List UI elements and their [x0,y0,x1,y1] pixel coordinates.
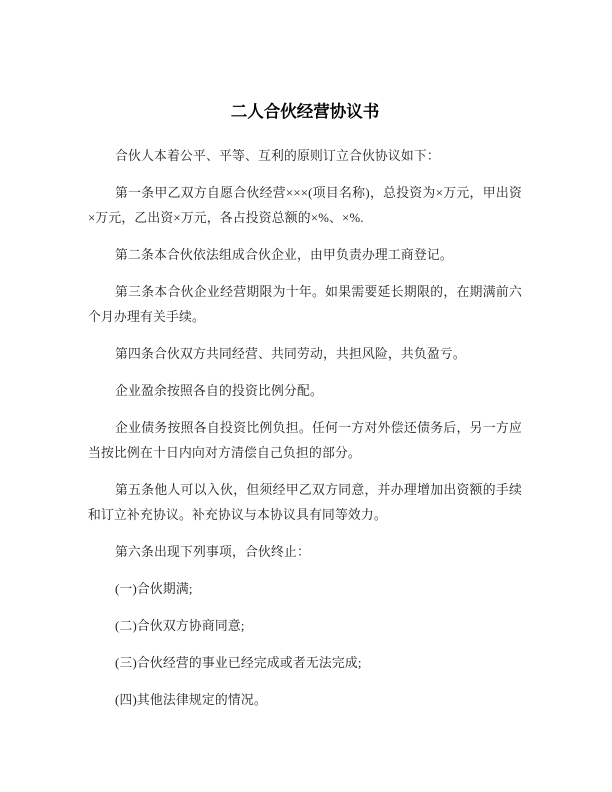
paragraph-clause-3: 第三条本合伙企业经营期限为十年。如果需要延长期限的，在期满前六个月办理有关手续。 [88,285,522,324]
paragraph-clause-6: 第六条出现下列事项，合伙终止： [115,545,310,559]
document-title: 二人合伙经营协议书 [230,102,380,121]
paragraph-clause-4: 第四条合伙双方共同经营、共同劳动，共担风险，共负盈亏。 [115,347,466,361]
paragraph-clause-6-item-4: (四)其他法律规定的情况。 [115,693,267,707]
paragraph-preamble: 合伙人本着公平、平等、互利的原则订立合伙协议如下： [115,149,440,163]
paragraph-clause-6-item-2: (二)合伙双方协商同意; [115,619,245,633]
paragraph-clause-6-item-1: (一)合伙期满; [115,582,193,596]
paragraph-clause-2: 第二条本合伙依法组成合伙企业，由甲负责办理工商登记。 [115,248,453,262]
paragraph-clause-6-item-3: (三)合伙经营的事业已经完成或者无法完成; [115,656,362,670]
paragraph-clause-5: 第五条他人可以入伙，但须经甲乙双方同意，并办理增加出资额的手续和订立补充协议。补充协议与本协议具有同等效力。 [88,483,522,522]
paragraph-debt-share: 企业债务按照各自投资比例负担。任何一方对外偿还债务后，另一方应当按比例在十日内向对方清偿自己负担的部分。 [88,421,522,460]
paragraph-clause-1: 第一条甲乙双方自愿合伙经营×××(项目名称)，总投资为×万元，甲出资×万元，乙出资×万元，各占投资总额的×%、×%. [88,186,522,225]
paragraph-profit-share: 企业盈余按照各自的投资比例分配。 [115,384,323,398]
